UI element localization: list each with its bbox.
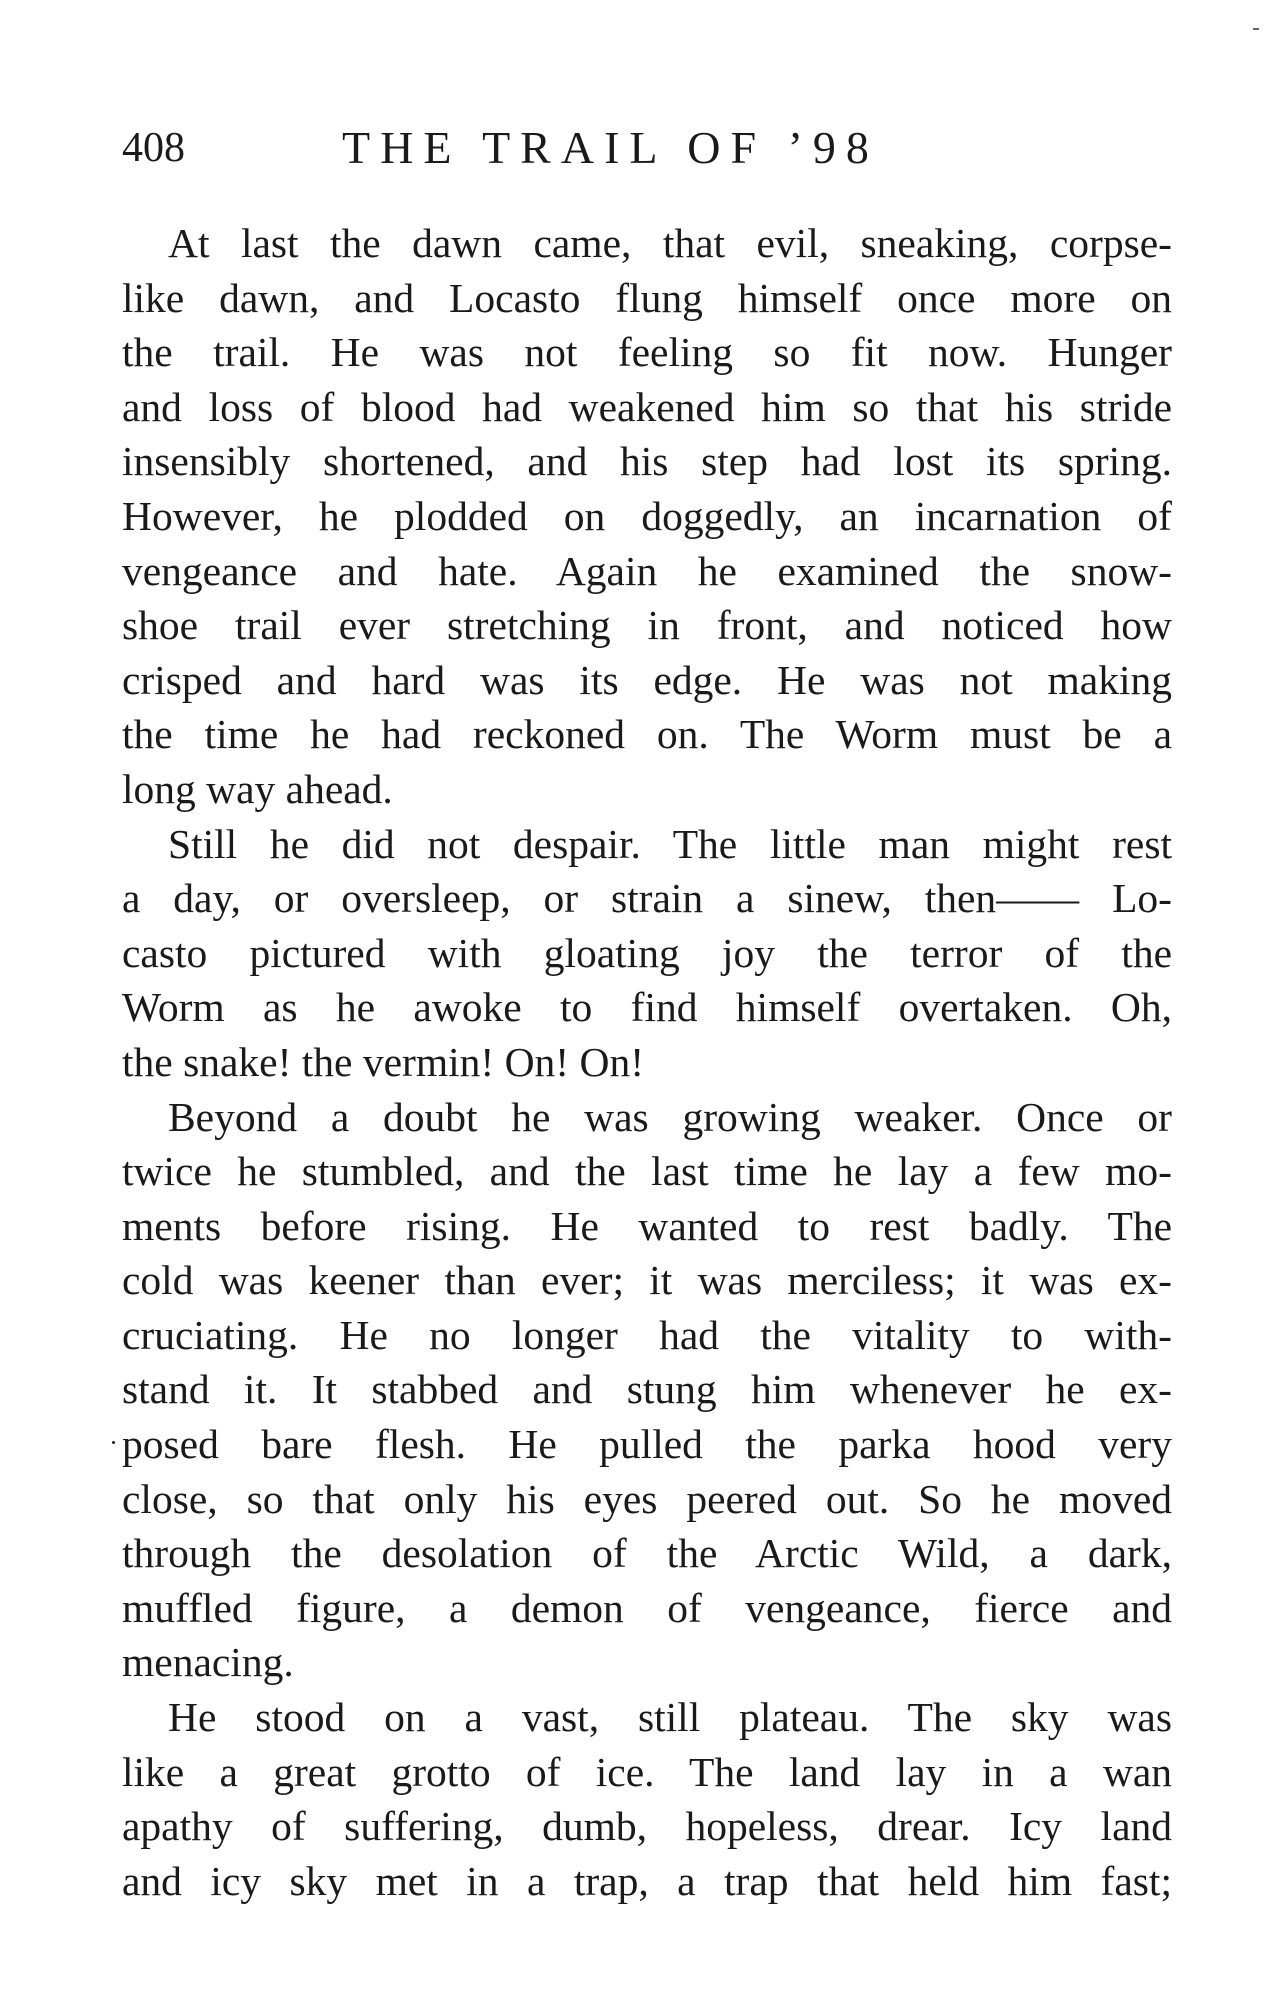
text-line: muffled figure, a demon of vengeance, fierce and [122,1584,1172,1631]
body-text [122,216,1172,1908]
running-head [122,118,1172,178]
text-line: vengeance and hate. Again he examined the snow- [122,547,1172,594]
text-line: cruciating. He no longer had the vitality to with- [122,1311,1172,1358]
text-line: ments before rising. He wanted to rest badly. The [122,1202,1172,1249]
running-title: THE TRAIL OF ’98 [342,122,879,173]
text-line: long way ahead. [122,765,393,812]
page-number: 408 [122,125,185,171]
scan-mark [1253,28,1259,30]
text-line: through the desolation of the Arctic Wild, a dark, [122,1530,1172,1577]
text-line: stand it. It stabbed and stung him whenever he ex- [122,1366,1172,1413]
text-line: Beyond a doubt he was growing weaker. Once or [168,1093,1172,1140]
text-line: and loss of blood had weakened him so that his stride [122,383,1172,430]
text-line: At last the dawn came, that evil, sneaking, corpse- [168,220,1172,266]
text-line: like dawn, and Locasto flung himself once more on [122,274,1172,321]
text-line: menacing. [122,1639,294,1686]
text-line: posed bare flesh. He pulled the parka hood very [122,1421,1172,1468]
text-line: shoe trail ever stretching in front, and noticed how [122,602,1172,649]
text-line: apathy of suffering, dumb, hopeless, drear. Icy land [122,1803,1172,1850]
text-line: Still he did not despair. The little man might rest [168,820,1172,867]
text-line: Worm as he awoke to find himself overtaken. Oh, [122,984,1172,1031]
text-line: a day, or oversleep, or strain a sinew, then—— Lo- [122,875,1172,922]
paragraph-2 [122,817,1172,1090]
margin-speck [112,1441,115,1444]
text-line: the snake! the vermin! On! On! [122,1038,645,1085]
paragraph-3 [122,1090,1172,1691]
paragraph-4 [122,1690,1172,1908]
text-line: insensibly shortened, and his step had lost its spring. [122,438,1172,485]
text-line: close, so that only his eyes peered out. So he moved [122,1475,1172,1522]
text-line: cold was keener than ever; it was merciless; it was ex- [122,1257,1172,1304]
text-line: casto pictured with gloating joy the terror of the [122,929,1172,976]
text-line: and icy sky met in a trap, a trap that held him fast; [122,1857,1172,1904]
text-line: the time he had reckoned on. The Worm must be a [122,711,1172,758]
paragraph-1 [122,216,1172,817]
text-line: However, he plodded on doggedly, an incarnation of [122,492,1172,539]
text-line: He stood on a vast, still plateau. The sky was [168,1694,1172,1741]
text-line: like a great grotto of ice. The land lay in a wan [122,1748,1172,1795]
text-line: crisped and hard was its edge. He was not making [122,656,1172,703]
text-line: twice he stumbled, and the last time he lay a few mo- [122,1148,1172,1195]
text-line: the trail. He was not feeling so fit now. Hunger [122,329,1172,376]
